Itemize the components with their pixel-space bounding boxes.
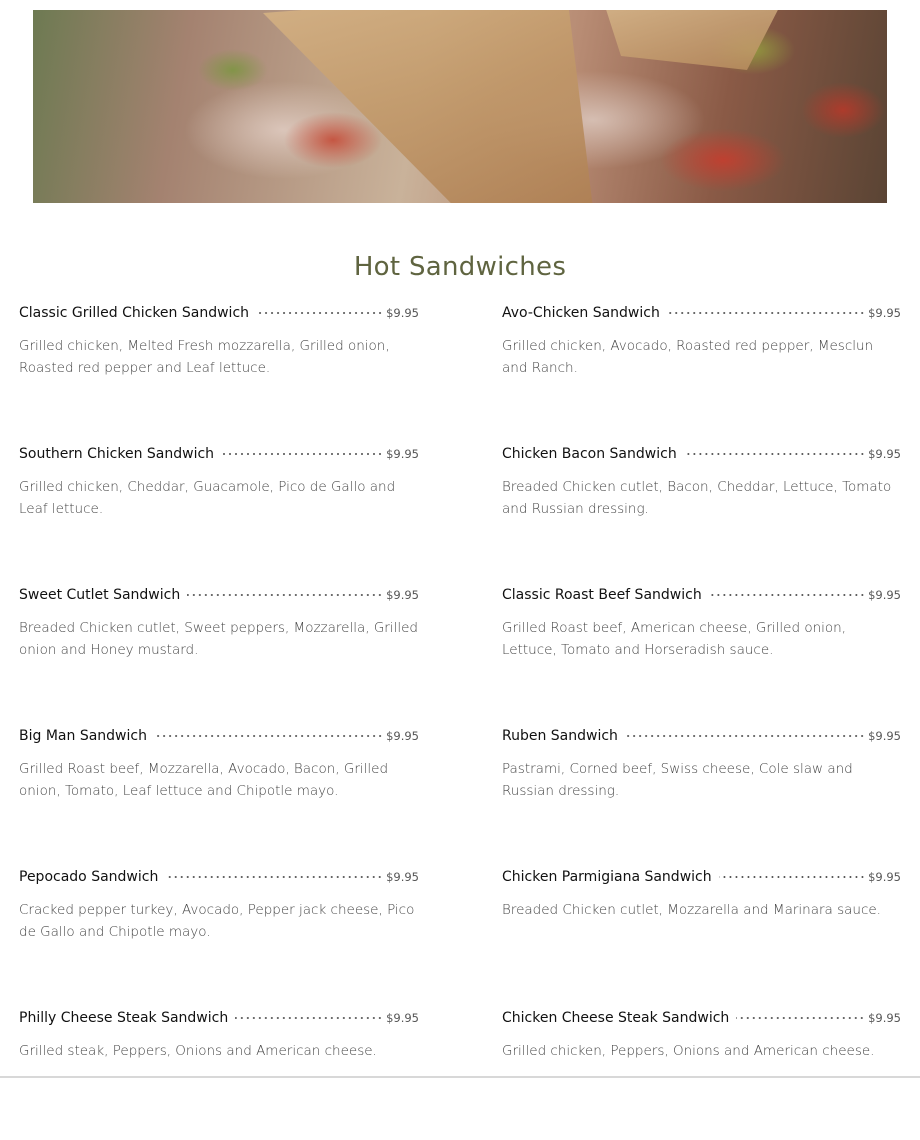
- menu-item-name: Sweet Cutlet Sandwich: [19, 587, 181, 603]
- menu-item-name: Chicken Bacon Sandwich: [502, 446, 677, 462]
- page-title: Hot Sandwiches: [353, 252, 567, 282]
- menu-item-name: Southern Chicken Sandwich: [19, 446, 215, 462]
- leader-dots: [709, 593, 865, 597]
- menu-item: [19, 869, 419, 999]
- hero-bread-shape-2: [603, 10, 783, 70]
- menu-item-price: $9.95: [386, 870, 419, 884]
- menu-item: [19, 1010, 419, 1140]
- menu-item-description: Breaded Chicken cutlet, Sweet peppers, Mozzarella, Grilled onion and Honey mustard.: [19, 620, 418, 658]
- menu-item-description: Grilled Roast beef, Mozzarella, Avocado, Bacon, Grilled onion, Tomato, Leaf lettuce and Chipotle mayo.: [19, 761, 389, 799]
- menu-item-price: $9.95: [386, 588, 419, 602]
- menu-item-name: Classic Grilled Chicken Sandwich: [19, 305, 250, 321]
- menu-item: [502, 1010, 901, 1140]
- menu-item-price: $9.95: [868, 1011, 901, 1025]
- menu-item-price: $9.95: [386, 729, 419, 743]
- leader-dots: [154, 734, 383, 738]
- menu-item: [502, 305, 901, 435]
- menu-item-price: $9.95: [386, 447, 419, 461]
- menu-item-name: Avo-Chicken Sandwich: [502, 305, 660, 321]
- menu-item-price: $9.95: [868, 870, 901, 884]
- menu-item-description: Grilled Roast beef, American cheese, Grilled onion, Lettuce, Tomato and Horseradish sauce.: [502, 620, 847, 658]
- leader-dots: [165, 875, 383, 879]
- menu-item-price: $9.95: [386, 306, 419, 320]
- leader-dots: [256, 311, 383, 315]
- menu-item-price: $9.95: [868, 588, 901, 602]
- hero-bread-shape: [263, 10, 593, 203]
- menu-item-price: $9.95: [868, 729, 901, 743]
- menu-item: [502, 587, 901, 717]
- menu-item: [19, 728, 419, 858]
- menu-item-description: Grilled chicken, Peppers, Onions and American cheese.: [502, 1043, 875, 1059]
- menu-item-description: Grilled chicken, Cheddar, Guacamole, Pico de Gallo and Leaf lettuce.: [19, 479, 396, 517]
- leader-dots: [684, 452, 865, 456]
- menu-item-description: Breaded Chicken cutlet, Mozzarella and Marinara sauce.: [502, 902, 881, 918]
- menu-item-description: Cracked pepper turkey, Avocado, Pepper jack cheese, Pico de Gallo and Chipotle mayo.: [19, 902, 415, 940]
- menu-item: [19, 446, 419, 576]
- leader-dots: [667, 311, 865, 315]
- menu-item-name: Chicken Cheese Steak Sandwich: [502, 1010, 730, 1026]
- menu-item-description: Grilled chicken, Avocado, Roasted red pepper, Mesclun and Ranch.: [502, 338, 874, 376]
- menu-item-price: $9.95: [868, 306, 901, 320]
- menu-item-description: Grilled steak, Peppers, Onions and American cheese.: [19, 1043, 377, 1059]
- menu-item-name: Philly Cheese Steak Sandwich: [19, 1010, 229, 1026]
- hero-sandwich-image: [33, 10, 887, 203]
- menu-item: [19, 587, 419, 717]
- menu-item-name: Chicken Parmigiana Sandwich: [502, 869, 712, 885]
- leader-dots: [736, 1016, 865, 1020]
- menu-item: [19, 305, 419, 435]
- leader-dots: [235, 1016, 383, 1020]
- menu-item-name: Ruben Sandwich: [502, 728, 618, 744]
- leader-dots: [187, 593, 383, 597]
- menu-item-name: Classic Roast Beef Sandwich: [502, 587, 702, 603]
- menu-item-name: Big Man Sandwich: [19, 728, 147, 744]
- leader-dots: [221, 452, 383, 456]
- menu-item-description: Pastrami, Corned beef, Swiss cheese, Cole slaw and Russian dressing.: [502, 761, 853, 799]
- leader-dots: [719, 875, 865, 879]
- menu-item: [502, 446, 901, 576]
- menu-item: [502, 869, 901, 999]
- menu-item-price: $9.95: [868, 447, 901, 461]
- leader-dots: [625, 734, 865, 738]
- menu-item-price: $9.95: [386, 1011, 419, 1025]
- menu-item-description: Grilled chicken, Melted Fresh mozzarella, Grilled onion, Roasted red pepper and Leaf lettuce.: [19, 338, 390, 376]
- menu-item-name: Pepocado Sandwich: [19, 869, 159, 885]
- menu-item-description: Breaded Chicken cutlet, Bacon, Cheddar, Lettuce, Tomato and Russian dressing.: [502, 479, 892, 517]
- menu-item: [502, 728, 901, 858]
